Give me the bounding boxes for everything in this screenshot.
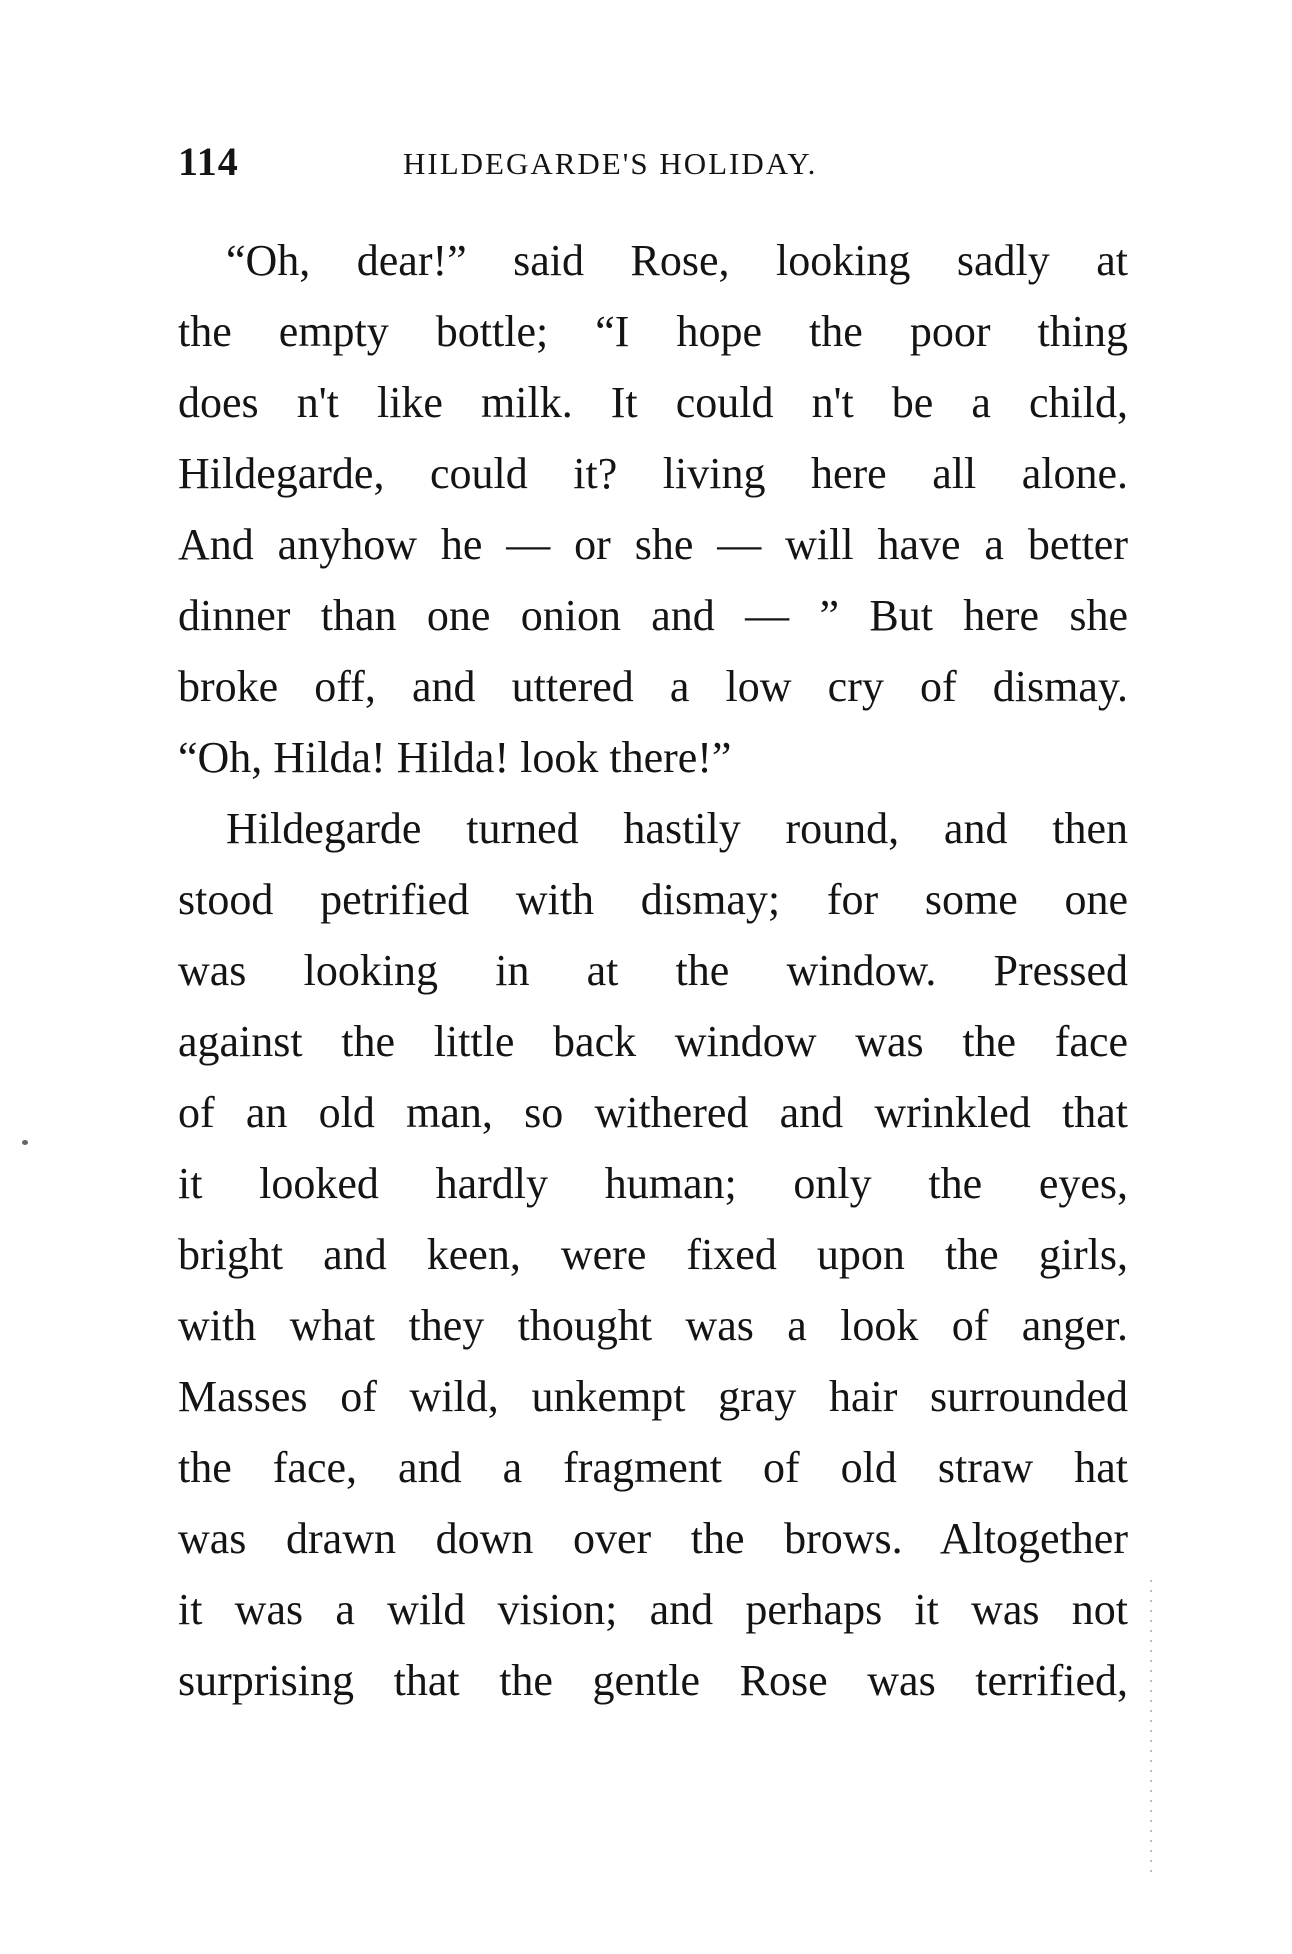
text-line: the face, and a fragment of old straw hat (178, 1443, 1128, 1492)
text-line: broke off, and uttered a low cry of dismay. (178, 662, 1128, 711)
text-line: does n't like milk. It could n't be a child, (178, 378, 1128, 427)
text-line: of an old man, so withered and wrinkled that (178, 1088, 1128, 1137)
text-line: bright and keen, were fixed upon the girls, (178, 1230, 1128, 1279)
stray-ink-mark (22, 1140, 28, 1145)
paragraph-2 (178, 793, 1128, 1716)
text-line: it was a wild vision; and perhaps it was not (178, 1585, 1128, 1634)
text-line: against the little back window was the face (178, 1017, 1128, 1066)
text-line: dinner than one onion and — ” But here she (178, 591, 1128, 640)
text-line: with what they thought was a look of anger. (178, 1301, 1128, 1350)
text-line: the empty bottle; “I hope the poor thing (178, 307, 1128, 356)
text-line: was looking in at the window. Pressed (178, 946, 1128, 995)
text-line: Masses of wild, unkempt gray hair surrounded (178, 1372, 1128, 1421)
running-title: HILDEGARDE'S HOLIDAY. (403, 146, 818, 181)
text-line: it looked hardly human; only the eyes, (178, 1159, 1128, 1208)
text-line: “Oh, Hilda! Hilda! look there!” (178, 733, 732, 782)
paragraph-1 (178, 225, 1128, 793)
text-line: stood petrified with dismay; for some one (178, 875, 1128, 924)
text-line: “Oh, dear!” said Rose, looking sadly at (226, 236, 1128, 285)
running-head (178, 138, 1128, 198)
text-line: And anyhow he — or she — will have a better (178, 520, 1128, 569)
text-line: Hildegarde, could it? living here all alone. (178, 449, 1128, 498)
page-number: 114 (178, 139, 239, 184)
text-line: surprising that the gentle Rose was terrified, (178, 1656, 1128, 1705)
body-text (178, 225, 1128, 1716)
page-edge-speckle (1150, 1580, 1152, 1880)
text-line: Hildegarde turned hastily round, and then (226, 804, 1128, 853)
text-line: was drawn down over the brows. Altogether (178, 1514, 1128, 1563)
